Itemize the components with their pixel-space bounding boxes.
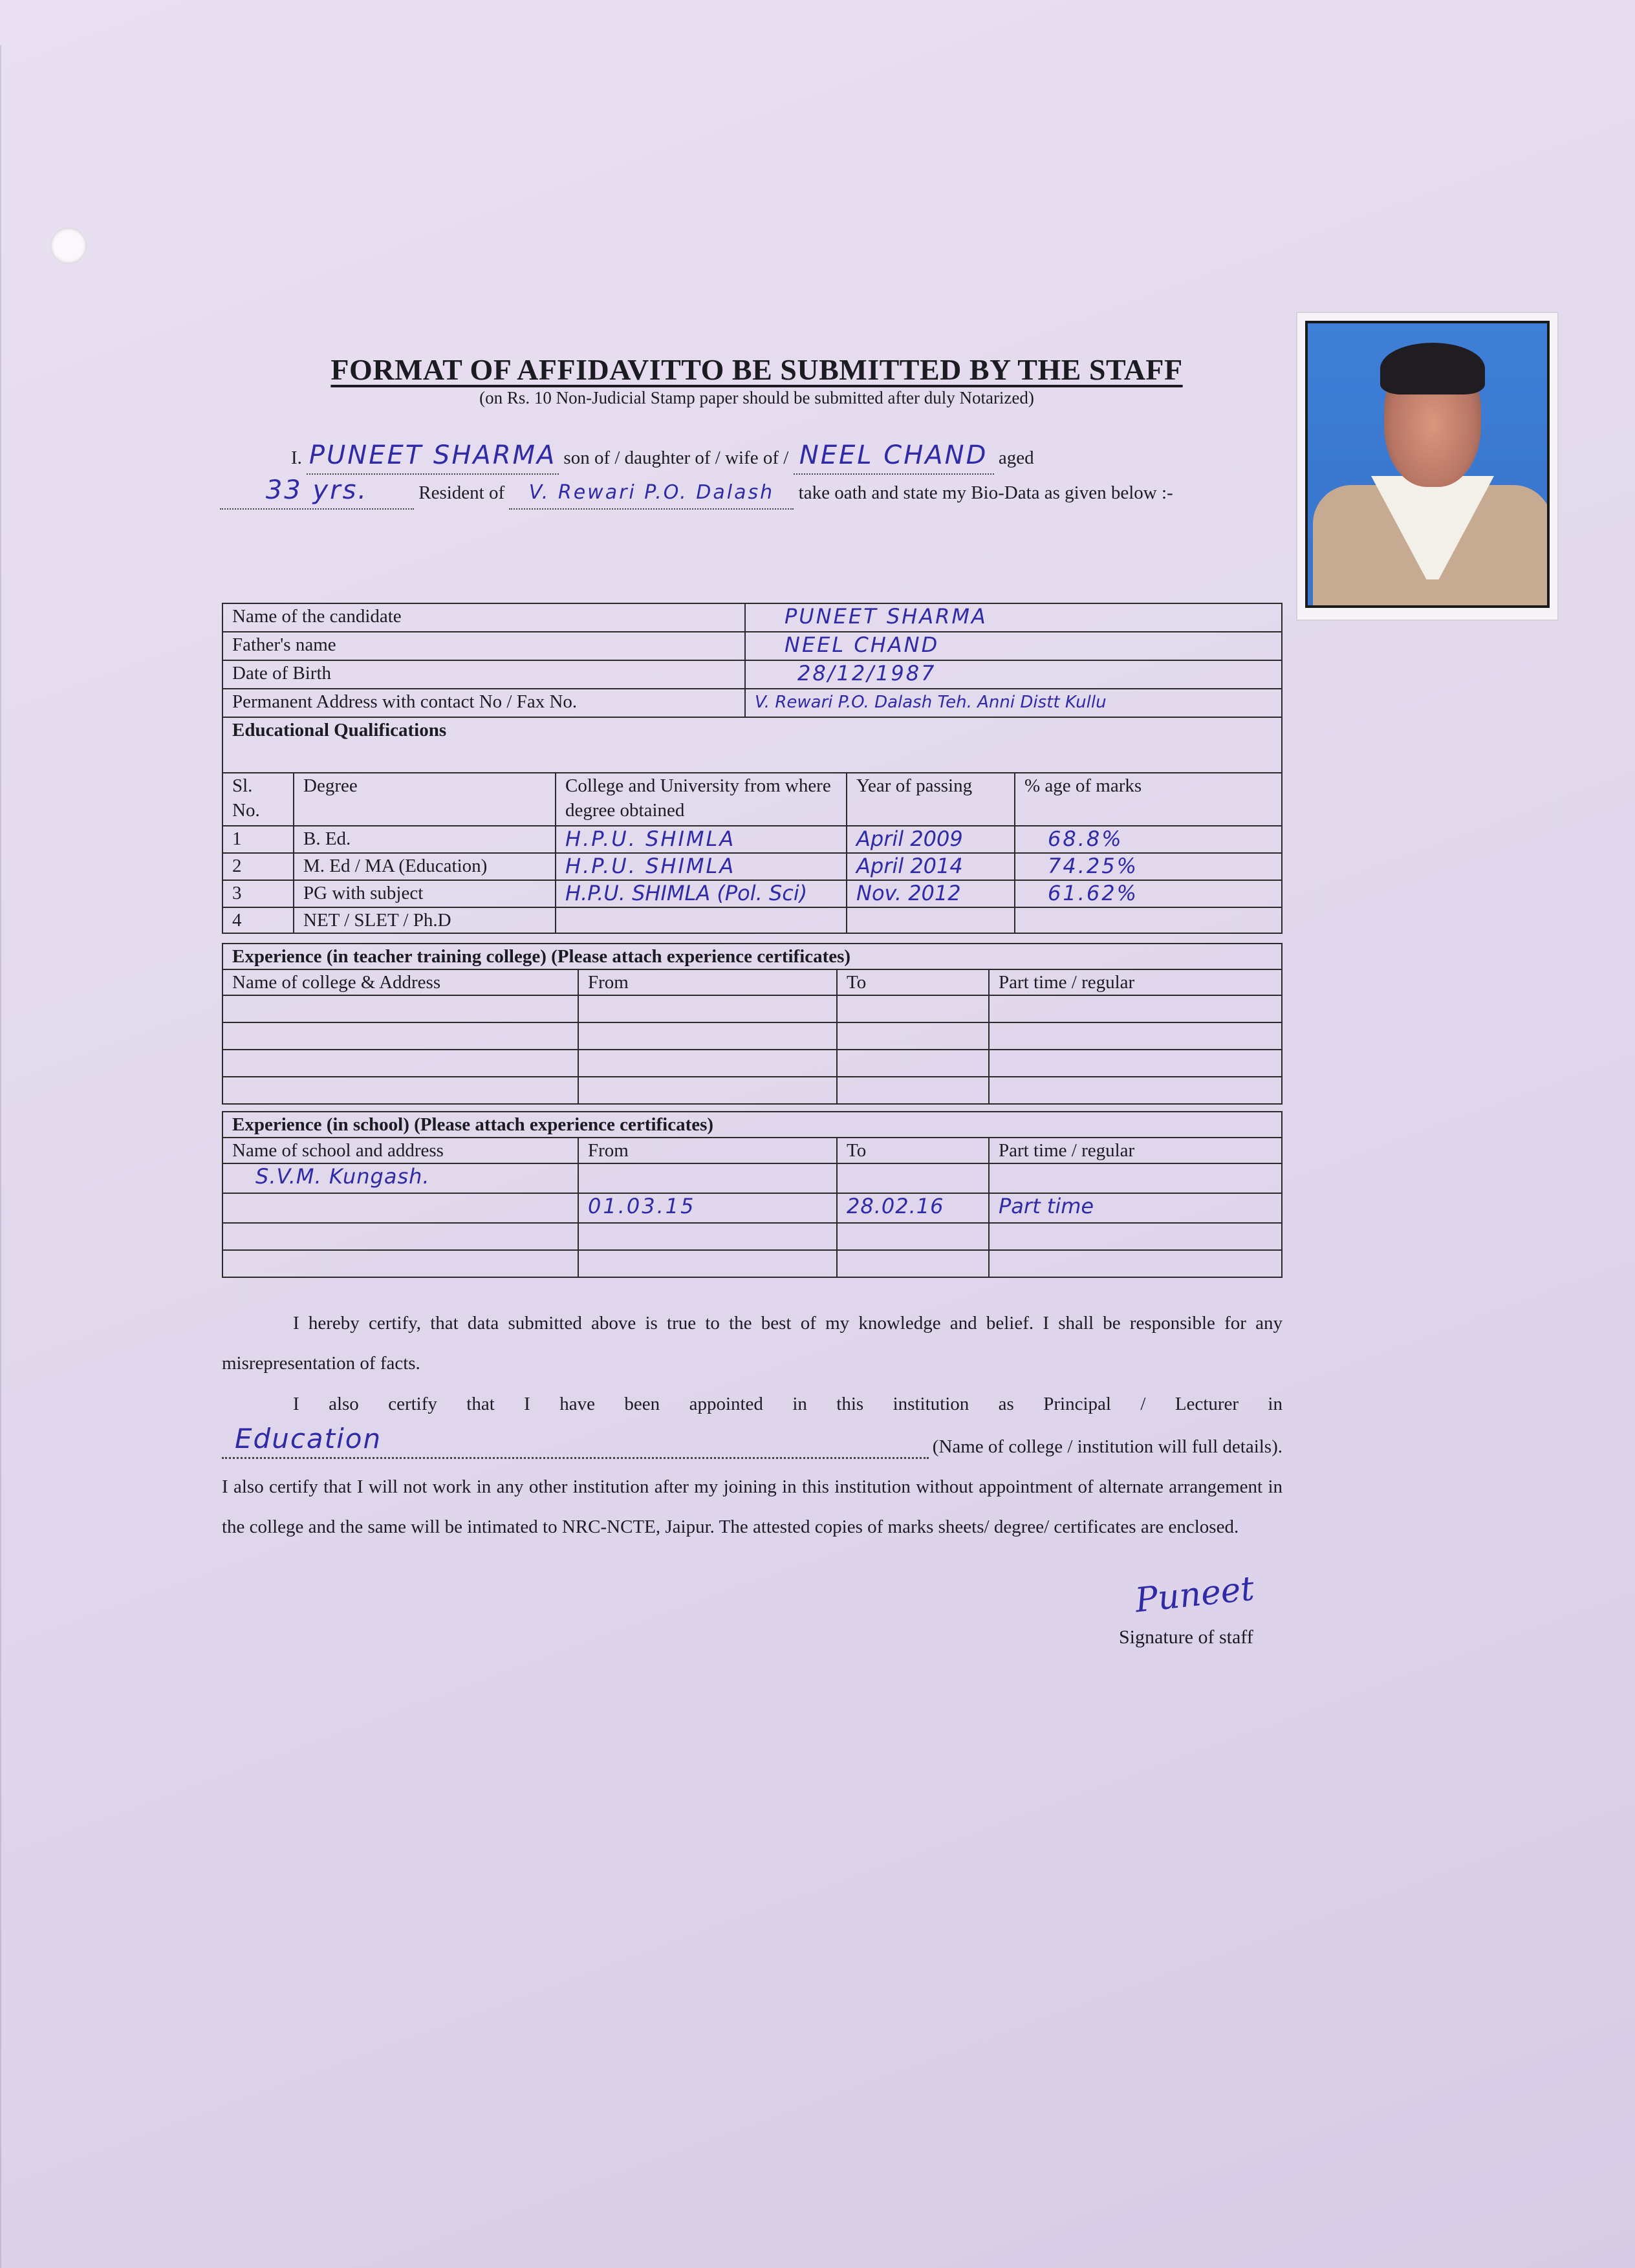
- passport-photo: [1296, 312, 1559, 621]
- oath-residence: V. Rewari P.O. Dalash: [528, 481, 775, 504]
- label-cell: Date of Birth: [222, 660, 745, 689]
- cell-to: 28.02.16: [847, 1194, 944, 1218]
- father-name: NEEL CHAND: [785, 632, 940, 657]
- table-row: [222, 1250, 1282, 1277]
- table-row: [222, 632, 1282, 660]
- cell-sl: 1: [222, 826, 294, 853]
- punch-hole: [50, 228, 87, 264]
- cell-type: [989, 1163, 1282, 1193]
- cell-from: 01.03.15: [588, 1194, 696, 1218]
- col-header: Year of passing: [847, 773, 1015, 826]
- table-row: [222, 1050, 1282, 1077]
- col-header: Part time / regular: [989, 1138, 1282, 1163]
- cell-sl: 4: [222, 907, 294, 933]
- table-row: [222, 689, 1282, 717]
- cell-school-name: S.V.M. Kungash.: [255, 1164, 430, 1189]
- table-row: [222, 660, 1282, 689]
- cell-marks: 61.62%: [1048, 881, 1139, 905]
- certification-para-1: I hereby certify, that data submitted above is true to the best of my knowledge and belief. I shall be responsible for any misrepresentation of facts.: [222, 1313, 1283, 1374]
- institution-fill: Education: [235, 1423, 382, 1454]
- document-title: FORMAT OF AFFIDAVITTO BE SUBMITTED BY THE STAFF: [330, 353, 1183, 386]
- cell-marks: 74.25%: [1048, 854, 1139, 878]
- table-row: [222, 1022, 1282, 1050]
- cell-marks: [1015, 907, 1282, 933]
- permanent-address: V. Rewari P.O. Dalash Teh. Anni Distt Kullu: [755, 693, 1107, 712]
- table-row: [222, 944, 1282, 969]
- col-header: College and University from where degree obtained: [556, 773, 847, 826]
- oath-name: PUNEET SHARMA: [309, 440, 557, 470]
- table-row: [222, 603, 1282, 632]
- cell-sl: 2: [222, 853, 294, 880]
- oath-age: 33 yrs.: [265, 475, 369, 505]
- para2-end: (Name of college / institution will full details).: [932, 1436, 1283, 1457]
- biodata-table: [222, 603, 1283, 773]
- oath-relation: son of / daughter of / wife of /: [563, 448, 789, 468]
- table-row: [222, 826, 1282, 853]
- section-title: Educational Qualifications: [222, 717, 1282, 773]
- col-header: % age of marks: [1015, 773, 1282, 826]
- certification-para-3: I also certify that I will not work in any other institution after my joining in this institution without appointment of alternate arrangement in the college and the same will be intimated to NRC-NCTE, Jaipur. The attested copies of marks sheets/ degree/ certificates are enclosed.: [222, 1476, 1283, 1537]
- table-row: [222, 1112, 1282, 1138]
- document-subtitle: (on Rs. 10 Non-Judicial Stamp paper should be submitted after duly Notarized): [479, 388, 1034, 407]
- label-cell: Father's name: [222, 632, 745, 660]
- table-row: [222, 1163, 1282, 1193]
- cell-to: [837, 1163, 989, 1193]
- cell-degree: B. Ed.: [294, 826, 556, 853]
- col-header: To: [837, 1138, 989, 1163]
- cell-college: H.P.U. SHIMLA: [565, 854, 736, 878]
- col-header: From: [578, 1138, 837, 1163]
- cell-college: H.P.U. SHIMLA: [565, 826, 736, 851]
- para2-fill-line: [222, 1424, 1283, 1467]
- table-row: [222, 1193, 1282, 1223]
- table-row: [222, 880, 1282, 907]
- table-header-row: [222, 1138, 1282, 1163]
- table-header-row: [222, 773, 1282, 826]
- col-header: To: [837, 969, 989, 995]
- cell-school-name: [222, 1193, 578, 1223]
- table-row: [222, 995, 1282, 1022]
- cell-college: [556, 907, 847, 933]
- col-header: Name of college & Address: [222, 969, 578, 995]
- cell-sl: 3: [222, 880, 294, 907]
- certification-para-2: [222, 1384, 1283, 1547]
- signature-label: Signature of staff: [1119, 1626, 1253, 1648]
- cell-degree: NET / SLET / Ph.D: [294, 907, 556, 933]
- cell-degree: PG with subject: [294, 880, 556, 907]
- col-header: Degree: [294, 773, 556, 826]
- col-header: Sl. No.: [222, 773, 294, 826]
- education-table: [222, 772, 1283, 934]
- label-cell: Name of the candidate: [222, 603, 745, 632]
- oath-resident-label: Resident of: [418, 482, 505, 503]
- label-cell: Permanent Address with contact No / Fax No.: [222, 689, 745, 717]
- candidate-name: PUNEET SHARMA: [785, 604, 988, 629]
- table-row: [222, 907, 1282, 933]
- cell-degree: M. Ed / MA (Education): [294, 853, 556, 880]
- col-header: Name of school and address: [222, 1138, 578, 1163]
- oath-aged-label: aged: [998, 448, 1034, 468]
- date-of-birth: 28/12/1987: [797, 661, 937, 686]
- section-title: Experience (in school) (Please attach experience certificates): [222, 1112, 1282, 1138]
- cell-type: Part time: [999, 1194, 1094, 1218]
- cell-marks: 68.8%: [1048, 826, 1123, 851]
- table-row: [222, 1223, 1282, 1250]
- table-row: [222, 717, 1282, 773]
- col-header: Part time / regular: [989, 969, 1282, 995]
- cell-year: [847, 907, 1015, 933]
- col-header: From: [578, 969, 837, 995]
- cell-year: April 2014: [856, 854, 963, 878]
- photo-frame: [1305, 321, 1550, 608]
- oath-suffix: take oath and state my Bio-Data as given below :-: [798, 482, 1173, 503]
- section-title: Experience (in teacher training college) (Please attach experience certificates): [222, 944, 1282, 969]
- cell-year: April 2009: [856, 826, 963, 851]
- cell-year: Nov. 2012: [856, 881, 961, 905]
- cell-college: H.P.U. SHIMLA (Pol. Sci): [565, 881, 808, 905]
- oath-father: NEEL CHAND: [799, 440, 988, 470]
- experience-college-table: [222, 943, 1283, 1105]
- oath-statement: [220, 440, 1287, 510]
- cell-from: [578, 1163, 837, 1193]
- table-row: [222, 1077, 1282, 1104]
- table-row: [222, 853, 1282, 880]
- photo-hair: [1380, 343, 1485, 394]
- signature-mark: Puneet: [1133, 1569, 1257, 1621]
- experience-school-table: [222, 1111, 1283, 1278]
- table-header-row: [222, 969, 1282, 995]
- para2-start: I also certify that I have been appointed in this institution as Principal / Lecturer in: [293, 1394, 1283, 1414]
- oath-prefix: I.: [291, 448, 302, 468]
